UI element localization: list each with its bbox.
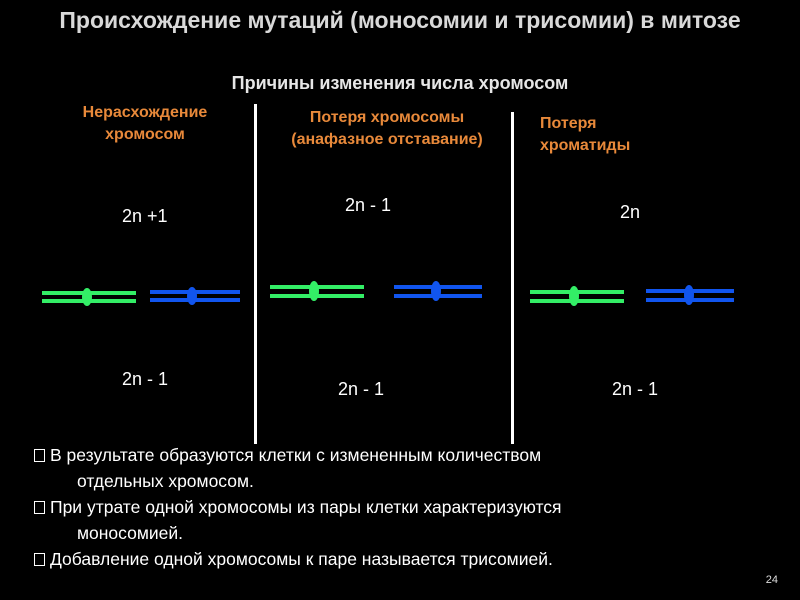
column-1-bottom-formula: 2n - 1 [122,369,169,389]
bullet-item-3: Добавление одной хромосомы к паре называется трисомией. [34,546,774,572]
column-1-heading: Нерасхождение хромосом [82,104,208,143]
column-1-top-formula: 2n +1 [122,206,168,226]
bullet-item-2: При утрате одной хромосомы из пары клетки характеризуются [34,494,774,520]
chromosome-blue-3 [646,285,734,305]
column-2-heading: Потеря хромосомы (анафазное отставание) [291,109,483,148]
chromosome-green-1 [42,288,136,306]
bullet-item-1-continuation: отдельных хромосом. [77,471,254,491]
column-2-bottom-formula: 2n - 1 [338,379,385,399]
column-3-bottom-formula: 2n - 1 [612,379,659,399]
chromosome-blue-1 [150,287,240,305]
chromosome-blue-2 [394,281,482,301]
bullet-box-icon [34,501,45,514]
page-number: 24 [765,574,778,586]
column-3-top-formula: 2n [620,202,641,222]
bullet-list [34,442,774,572]
bullet-item-1: В результате образуются клетки с измененным количеством [34,442,774,468]
slide-subtitle: Причины изменения числа хромосом [231,73,569,93]
column-3-heading: Потеря хроматиды [540,115,631,154]
slide-title: Происхождение мутаций (моносомии и трисомии) в митозе [59,7,741,33]
chromosome-green-3 [530,286,624,306]
column-2-top-formula: 2n - 1 [345,195,392,215]
bullet-item-2-continuation: моносомией. [77,523,184,543]
chromosome-green-2 [270,281,364,301]
bullet-box-icon [34,553,45,566]
bullet-box-icon [34,449,45,462]
